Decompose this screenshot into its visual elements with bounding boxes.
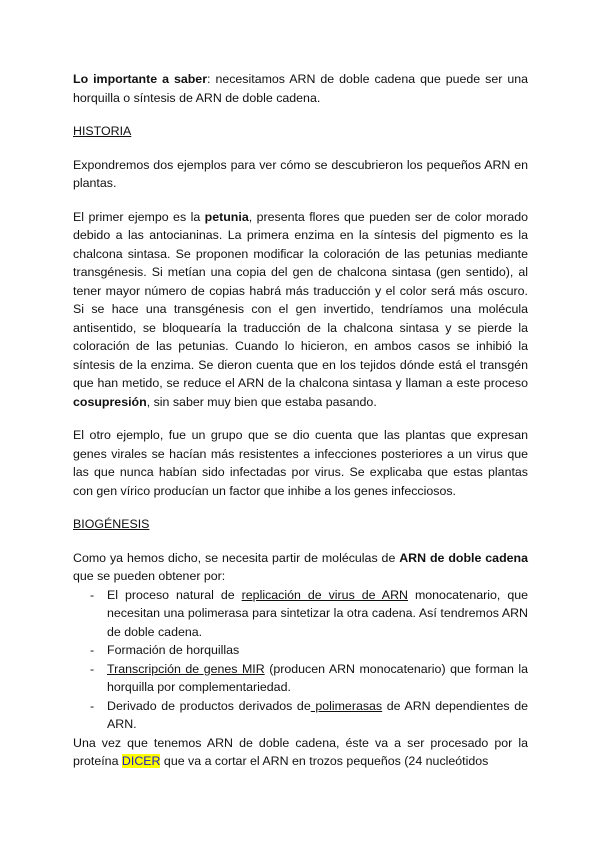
- petunia-paragraph: El primer ejempo es la petunia, presenta flores que pueden ser de color morado debido a las antocianinas. La primera enzima en la síntesis del pigmento es la chalcona sintasa. Se proponen modificar la coloración de las petunias mediante transgénesis. Si metían una copia del gen de chalcona sintasa (gen sentido), al tener mayor número de copias habrá más traducción y el color será más oscuro. Si se hace una transgénesis con el gen invertido, tendríamos una molécula antisentido, se bloquearía la traducción de la chalcona sintasa y se pierde la coloración de las petunias. Cuando lo hicieron, en ambos casos se inhibió la síntesis de la enzima. Se dieron cuenta que en los tejidos dónde está el transgén que han metido, se reduce el ARN de la chalcona sintasa y llaman a este proceso cosupresión, sin saber muy bien que estaba pasando.: [73, 209, 528, 409]
- intro-paragraph: Expondremos dos ejemplos para ver cómo se descubrieron los pequeños ARN en plantas.: [73, 157, 528, 190]
- arn-doble-cadena-term: ARN de doble cadena: [399, 550, 528, 565]
- section-heading-biogenesis: BIOGÉNESIS: [73, 517, 150, 531]
- list-item: - El proceso natural de replicación de virus de ARN monocatenario, que necesitan una polimerasa para sintetizar la otra cadena. Así tendremos ARN de doble cadena.: [73, 586, 528, 642]
- key-point-text: : necesitamos ARN de doble cadena que puede ser una horquilla o síntesis de ARN de doble cadena.: [73, 72, 528, 105]
- key-point-paragraph: [73, 70, 528, 107]
- list-item: - Transcripción de genes MIR (producen ARN monocatenario) que forman la horquilla por complementariedad.: [73, 660, 528, 697]
- section-heading-historia: HISTORIA: [73, 124, 132, 138]
- list-item: - Formación de horquillas: [73, 641, 528, 660]
- viral-genes-paragraph: El otro ejemplo, fue un grupo que se dio cuenta que las plantas que expresan genes virales se hacían más resistentes a infecciones posteriores a un virus que las que nunca habían sido infectadas por virus. Se explicaba que estas plantas con gen vírico producían un factor que inhibe a los genes infecciosos.: [73, 428, 528, 498]
- petunia-term: petunia: [204, 209, 249, 224]
- cosupresion-term: cosupresión: [73, 394, 147, 409]
- biogenesis-paragraph: Como ya hemos dicho, se necesita partir de moléculas de ARN de doble cadena que se pueden obtener por:: [73, 550, 528, 583]
- dicer-highlight: DICER: [121, 754, 161, 768]
- key-point-label: Lo importante a saber: [73, 72, 208, 86]
- list-item: - Derivado de productos derivados de polimerasas de ARN dependientes de ARN.: [73, 697, 528, 734]
- document-body: [73, 70, 528, 771]
- sources-list: [73, 586, 528, 734]
- dicer-paragraph: Una vez que tenemos ARN de doble cadena, éste va a ser procesado por la proteína DICER que va a cortar el ARN en trozos pequeños (24 nucleótidos: [73, 735, 528, 768]
